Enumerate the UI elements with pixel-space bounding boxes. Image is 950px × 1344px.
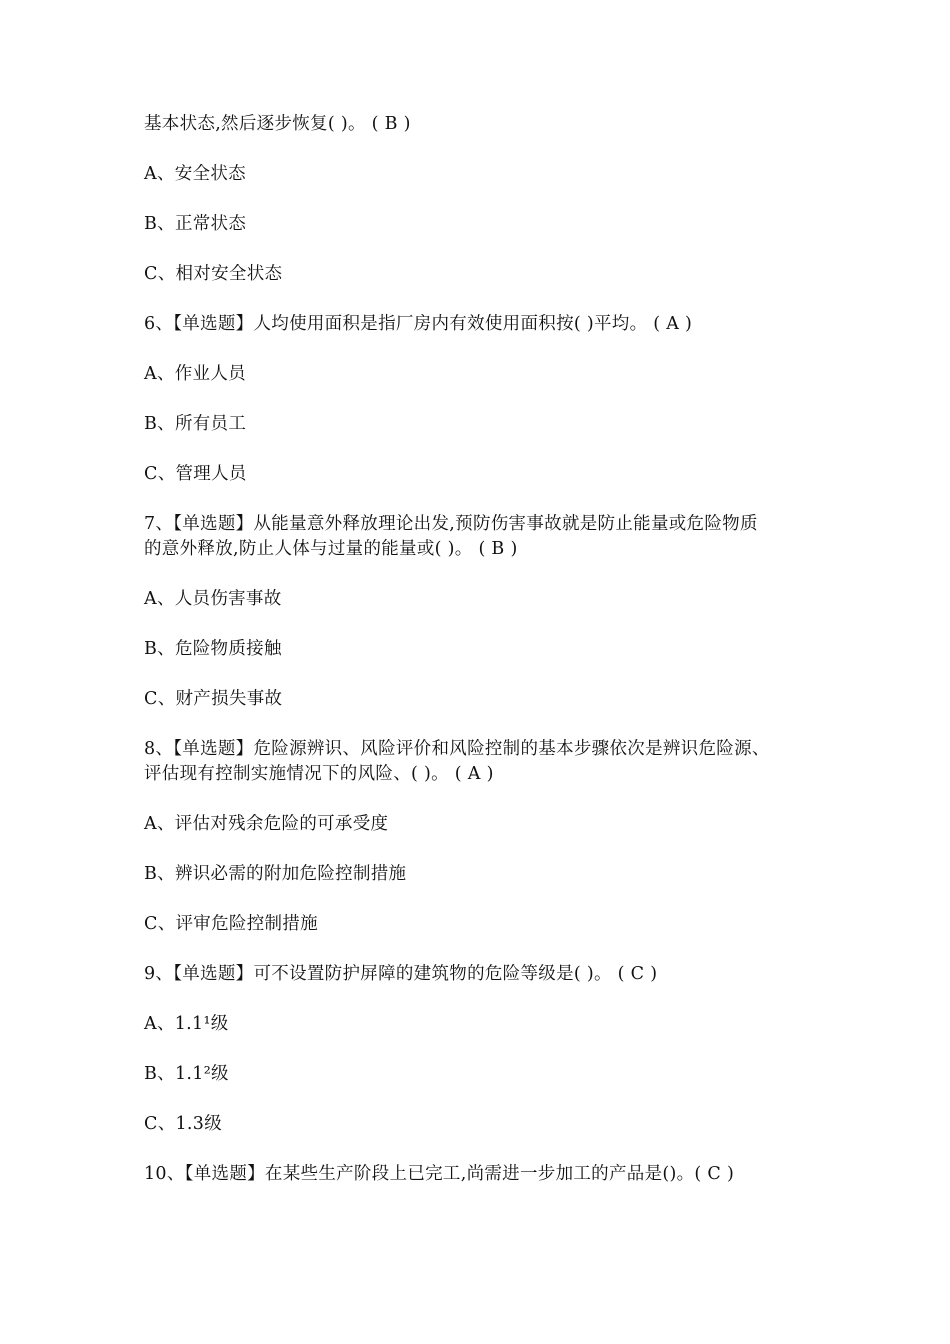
question-5-stem-tail: 基本状态,然后逐步恢复( )。 ( B )	[144, 114, 411, 134]
question-7-stem-line-2: 的意外释放,防止人体与过量的能量或( )。 ( B )	[144, 539, 518, 559]
question-8-stem-line-2: 评估现有控制实施情况下的风险、( )。 ( A )	[144, 764, 494, 784]
option-a: A、人员伤害事故	[144, 589, 282, 609]
option-a: A、安全状态	[144, 164, 246, 184]
option-a: A、1.1¹级	[144, 1014, 229, 1034]
option-c: C、管理人员	[144, 464, 247, 484]
question-10-stem: 10、【单选题】在某些生产阶段上已完工,尚需进一步加工的产品是()。( C )	[144, 1164, 735, 1184]
option-c: C、财产损失事故	[144, 689, 283, 709]
option-c: C、相对安全状态	[144, 264, 283, 284]
option-b: B、正常状态	[144, 214, 247, 234]
option-b: B、辨识必需的附加危险控制措施	[144, 864, 407, 884]
question-6-stem: 6、【单选题】人均使用面积是指厂房内有效使用面积按( )平均。 ( A )	[144, 314, 693, 334]
option-b: B、所有员工	[144, 414, 247, 434]
question-7-stem-line-1: 7、【单选题】从能量意外释放理论出发,预防伤害事故就是防止能量或危险物质	[144, 514, 758, 534]
option-a: A、评估对残余危险的可承受度	[144, 814, 389, 834]
option-c: C、评审危险控制措施	[144, 914, 318, 934]
option-a: A、作业人员	[144, 364, 246, 384]
option-c: C、1.3级	[144, 1114, 223, 1134]
question-8-stem-line-1: 8、【单选题】危险源辨识、风险评价和风险控制的基本步骤依次是辨识危险源、	[144, 739, 770, 759]
document-page	[144, 112, 824, 1187]
option-b: B、1.1²级	[144, 1064, 229, 1084]
option-b: B、危险物质接触	[144, 639, 282, 659]
question-9-stem: 9、【单选题】可不设置防护屏障的建筑物的危险等级是( )。 ( C )	[144, 964, 658, 984]
